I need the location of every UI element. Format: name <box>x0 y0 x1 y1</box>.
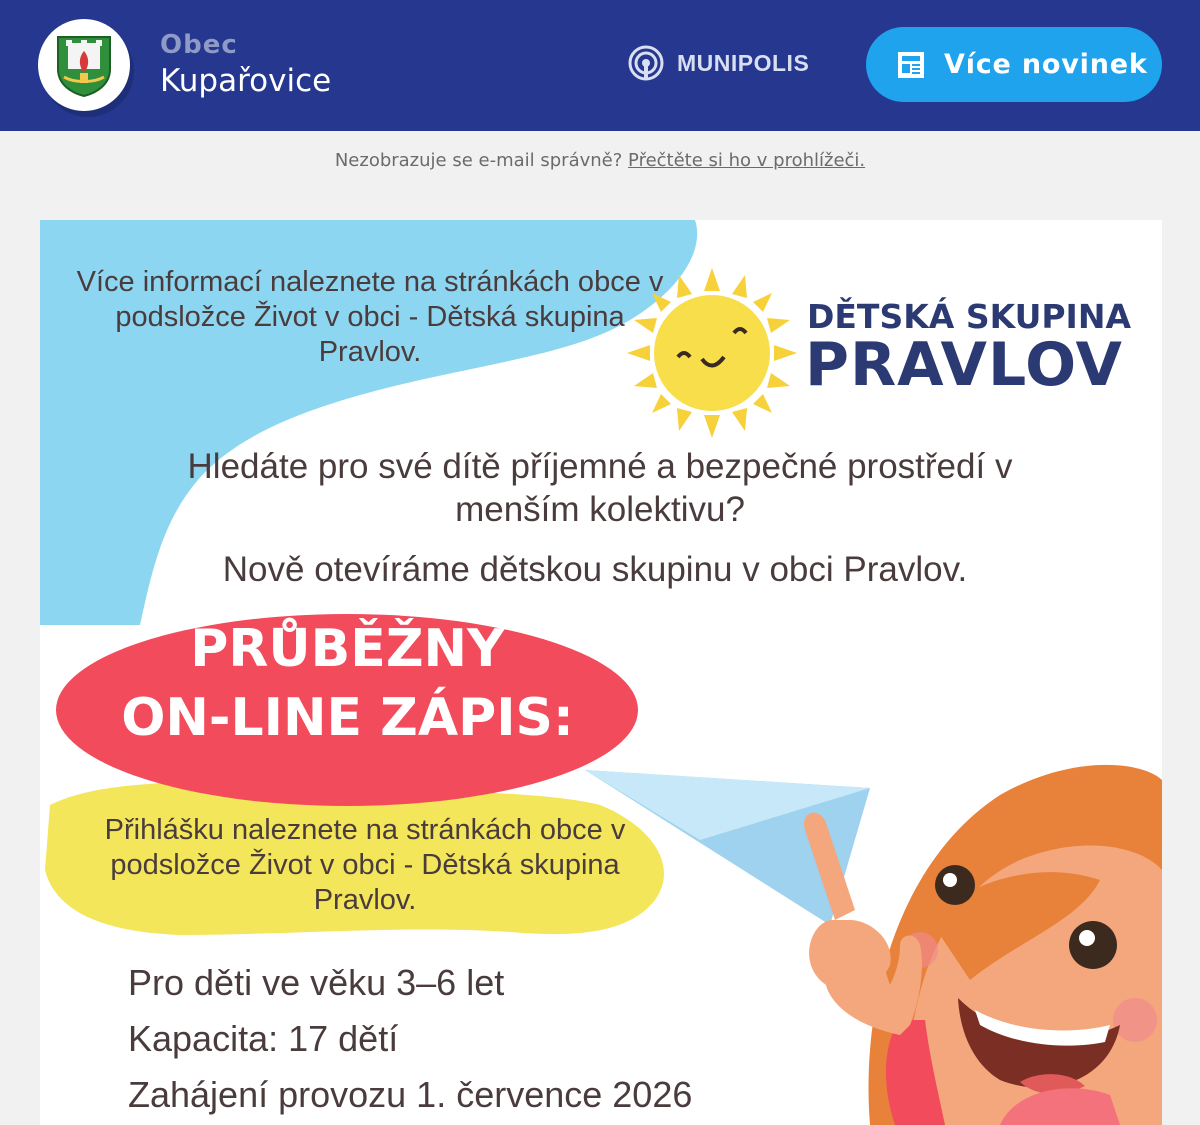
enrollment-banner <box>60 615 635 753</box>
munipolis-label: MUNIPOLIS <box>677 49 810 76</box>
municipality-logo[interactable] <box>38 19 130 111</box>
info-bottom-text: Přihlášku naleznete na stránkách obce v podsložce Život v obci - Dětská skupina Pravlov. <box>104 814 626 916</box>
more-news-label: Více novinek <box>944 49 1148 80</box>
broadcast-icon <box>627 44 665 82</box>
facts-list <box>128 955 692 1123</box>
poster-title-line2: PRAVLOV <box>805 330 1123 400</box>
fact-capacity: Kapacita: 17 dětí <box>128 1018 399 1059</box>
opening-announcement: Nově otevíráme dětskou skupinu v obci Pravlov. <box>222 550 968 589</box>
open-in-browser-link[interactable]: Přečtěte si ho v prohlížeči. <box>628 150 866 171</box>
newspaper-icon <box>896 50 926 80</box>
enrollment-line1: PRŮBĚŽNÝ <box>190 619 505 679</box>
email-preview-notice <box>0 150 1200 171</box>
fact-start-date: Zahájení provozu 1. července 2026 <box>128 1074 693 1115</box>
info-top-text: Více informací naleznete na stránkách obce v podsložce Život v obci - Dětská skupina Pravlov. <box>76 266 664 368</box>
brand-town-name[interactable]: Kupařovice <box>160 63 332 99</box>
header-bar <box>0 0 1200 131</box>
munipolis-logo[interactable] <box>627 45 809 81</box>
poster-title-line1: DĚTSKÁ SKUPINA <box>807 297 1131 336</box>
preview-text: Nezobrazuje se e-mail správně? <box>334 150 623 171</box>
poster-image <box>40 220 1162 1125</box>
brand-label: Obec <box>160 30 238 60</box>
question-text: Hledáte pro své dítě příjemné a bezpečné prostředí v menším kolektivu? <box>187 447 1013 529</box>
fact-age: Pro děti ve věku 3–6 let <box>128 962 505 1003</box>
coat-of-arms-icon <box>54 33 114 97</box>
more-news-button[interactable] <box>866 27 1162 102</box>
enrollment-line2: ON-LINE ZÁPIS: <box>121 688 574 748</box>
